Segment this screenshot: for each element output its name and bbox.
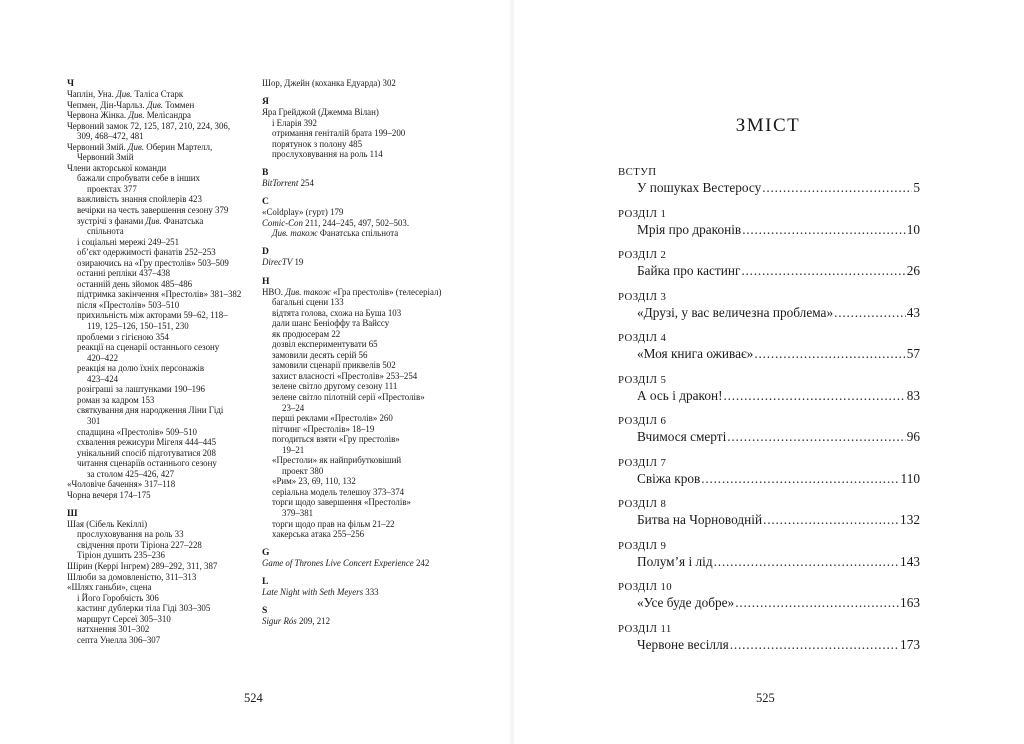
- index-entry: [67, 184, 257, 195]
- index-entry: [262, 558, 462, 569]
- toc-page-number: 57: [906, 346, 920, 361]
- toc-line: [637, 305, 920, 321]
- index-column-2: [262, 78, 462, 627]
- toc-chapter-label: РОЗДІЛ 2: [618, 249, 667, 261]
- index-entry-text: пітчинг «Престолів» 18–19: [272, 423, 375, 434]
- index-entry-text: як продюсерам 22: [272, 328, 341, 339]
- index-entry: [67, 427, 257, 438]
- index-entry-text: 19–21: [282, 444, 305, 455]
- index-entry-text: унікальний спосіб підготуватися 208: [77, 447, 216, 458]
- toc-item: [618, 498, 920, 540]
- toc-chapter-title: Полум’я і лід: [637, 553, 713, 569]
- index-entry-text: «Гра престолів» (телесеріал): [330, 286, 442, 297]
- index-entry-text: C: [262, 196, 269, 208]
- index-entry-text: натхнення 301–302: [77, 624, 150, 635]
- index-entry-text: дали шанс Беніоффу та Вайссу: [272, 318, 390, 329]
- index-entry: [67, 342, 257, 353]
- toc-chapter-title: Битва на Чорноводній: [637, 512, 763, 527]
- index-entry-text: 301: [87, 415, 101, 426]
- index-entry-text: HBO.: [262, 286, 286, 297]
- index-entry: [67, 300, 257, 311]
- toc-chapter-label: РОЗДІЛ 4: [618, 332, 667, 344]
- index-entry-text: погодиться взяти «Гру престолів»: [272, 434, 400, 445]
- toc-title: ЗМІСТ: [735, 115, 801, 136]
- toc-leader-dots: [727, 429, 905, 445]
- index-entry-text: вечірки на честь завершення сезону 379: [77, 205, 229, 216]
- index-entry: [67, 205, 257, 216]
- index-entry: [262, 78, 462, 89]
- index-entry-text: проектах 377: [87, 183, 137, 194]
- toc-line: [637, 346, 920, 362]
- index-entry-text: L: [262, 576, 269, 588]
- toc-item: [618, 291, 920, 333]
- toc-item: [618, 540, 920, 582]
- toc-page-number: 5: [913, 180, 920, 195]
- index-entry: [67, 635, 257, 646]
- index-entry: [67, 163, 257, 174]
- index-entry: [67, 173, 257, 184]
- toc-item: [618, 374, 920, 416]
- toc-page-number: 173: [900, 636, 920, 652]
- toc-line: [637, 388, 920, 404]
- index-entry: [67, 100, 257, 111]
- index-entry-text: замовили сценарії приквелів 502: [272, 360, 396, 371]
- index-entry-text: прослуховування на роль 114: [272, 149, 383, 160]
- index-entry-text: порятунок з полону 485: [272, 138, 363, 149]
- index-entry: [67, 258, 257, 269]
- index-entry-text: дозвіл експериментувати 65: [272, 339, 378, 350]
- index-entry: [67, 289, 257, 300]
- page-number-left: 524: [244, 691, 263, 705]
- toc-item: [618, 415, 920, 457]
- index-entry-text: останні репліки 437–438: [77, 268, 171, 279]
- index-entry: [67, 121, 257, 132]
- index-entry-text: Чорна вечеря 174–175: [67, 489, 151, 500]
- index-entry: [67, 279, 257, 290]
- index-entry: [262, 308, 462, 319]
- index-entry: [262, 466, 462, 477]
- toc-item: [618, 623, 920, 665]
- index-entry: [67, 529, 257, 540]
- index-entry-text: S: [262, 605, 268, 617]
- index-entry: [67, 582, 257, 593]
- toc-line: [637, 429, 920, 445]
- index-entry-italic: Див. також: [272, 228, 318, 239]
- index-entry: [262, 587, 462, 598]
- index-entry: [67, 194, 257, 205]
- index-entry: [67, 247, 257, 258]
- toc-chapter-label: РОЗДІЛ 11: [618, 622, 672, 635]
- index-entry: [262, 207, 462, 218]
- index-entry-text: 379–381: [282, 508, 314, 518]
- toc-item: [618, 457, 920, 499]
- index-entry: [262, 297, 462, 308]
- index-entry: [262, 434, 462, 445]
- index-entry-italic: Див.: [146, 99, 164, 110]
- index-entry-text: проект 380: [282, 465, 324, 476]
- toc-chapter-title: Байка про кастинг: [637, 263, 741, 278]
- index-entry-text: Фанатська: [161, 215, 204, 226]
- toc-item: [618, 332, 920, 374]
- index-letter-heading: [262, 276, 462, 287]
- toc-leader-dots: [735, 595, 899, 611]
- index-entry: [67, 321, 257, 332]
- index-entry: [262, 350, 462, 361]
- toc-item: [618, 208, 920, 250]
- toc-page-number: 43: [906, 304, 920, 320]
- index-entry-text: Оберин Мартелл,: [144, 141, 213, 152]
- index-entry-italic: Sigur Rós: [262, 616, 297, 627]
- index-entry-text: святкування дня народження Ліни Гіді: [77, 405, 224, 416]
- index-entry-text: Чаплін, Уна.: [67, 89, 117, 99]
- index-entry: [67, 268, 257, 279]
- toc-line: [637, 595, 920, 611]
- index-entry-text: кастинг дублерки тіла Гіді 303–305: [77, 603, 211, 614]
- index-entry-text: «Престоли» як найприбутковіший: [272, 455, 402, 466]
- toc-leader-dots: [762, 180, 912, 196]
- toc-chapter-title: А ось і дракон!: [637, 387, 723, 403]
- index-entry: [262, 218, 462, 229]
- index-entry: [67, 458, 257, 469]
- index-entry: [67, 614, 257, 625]
- index-entry-text: G: [262, 547, 270, 559]
- toc-line: [637, 471, 920, 487]
- toc-page-number: 10: [906, 221, 920, 237]
- index-entry-italic: DirecTV: [262, 257, 293, 268]
- toc-chapter-title: Вчимося смерті: [637, 429, 727, 444]
- index-entry-italic: Game of Thrones Live Concert Experience: [262, 558, 414, 569]
- toc-page-number: 132: [900, 512, 920, 527]
- toc-chapter-label: РОЗДІЛ 8: [618, 498, 667, 510]
- index-entry: [262, 529, 462, 540]
- index-entry-text: отримання геніталій брата 199–200: [272, 128, 406, 139]
- index-entry: [67, 572, 257, 583]
- index-entry: [67, 353, 257, 364]
- index-entry-text: розіграші за лаштунками 190–196: [77, 384, 205, 395]
- index-entry-text: Червоний замок 72, 125, 187, 210, 224, 306,: [67, 120, 231, 131]
- index-entry-text: зелене світло пілотній серії «Престолів»: [272, 391, 425, 402]
- index-entry: [67, 395, 257, 406]
- index-entry-text: спадщина «Престолів» 509–510: [77, 426, 197, 437]
- index-entry-text: Шор, Джейн (коханка Едуарда) 302: [262, 78, 396, 88]
- index-entry: [67, 469, 257, 480]
- index-entry-text: Червона Жінка.: [67, 110, 129, 121]
- index-entry-text: Томмен: [163, 99, 195, 110]
- index-entry-text: озираючись на «Гру престолів» 503–509: [77, 257, 229, 268]
- index-entry-text: маршрут Серсеї 305–310: [77, 613, 171, 624]
- index-entry: [262, 360, 462, 371]
- index-entry-text: «Coldplay» (гурт) 179: [262, 207, 344, 218]
- index-letter-heading: [262, 196, 462, 207]
- index-entry: [67, 310, 257, 321]
- index-entry: [262, 371, 462, 382]
- index-entry-text: Я: [262, 96, 269, 108]
- index-entry: [262, 497, 462, 508]
- index-entry: [67, 540, 257, 551]
- index-entry-text: Шая (Сібель Кекіллі): [67, 518, 148, 529]
- index-entry: [67, 405, 257, 416]
- index-entry-text: хакерська атака 255–256: [272, 529, 365, 540]
- index-entry-text: і соціальні мережі 249–251: [77, 236, 180, 247]
- index-entry-text: і Його Горобчість 306: [77, 592, 159, 603]
- index-entry-text: Тіріон душить 235–236: [77, 550, 165, 561]
- index-entry: [262, 508, 462, 519]
- index-entry-text: зелене світло другому сезону 111: [272, 381, 398, 392]
- index-entry-text: Чепмен, Дін-Чарльз.: [67, 99, 147, 110]
- index-entry-text: відтята голова, схожа на Буша 103: [272, 307, 402, 318]
- toc-line: [637, 222, 920, 238]
- index-entry-text: D: [262, 246, 269, 258]
- index-column-1: [67, 78, 257, 645]
- index-entry: [262, 616, 462, 627]
- index-entry: [262, 339, 462, 350]
- index-entry-text: 19: [292, 257, 304, 268]
- index-entry: [262, 128, 462, 139]
- index-entry-text: підтримка закінчення «Престолів» 381–382: [77, 289, 242, 300]
- index-entry: [67, 216, 257, 227]
- index-letter-heading: [262, 605, 462, 616]
- index-letter-heading: [262, 547, 462, 558]
- index-entry: [67, 550, 257, 561]
- index-entry-text: «Чоловіче бачення» 317–118: [67, 479, 176, 490]
- index-entry-italic: BitTorrent: [262, 178, 299, 189]
- toc-line: [637, 554, 920, 570]
- page-number-right: 525: [756, 691, 775, 705]
- index-entry-text: «Шлях ганьби», сцена: [67, 582, 152, 593]
- index-entry: [67, 226, 257, 237]
- index-entry: [67, 237, 257, 248]
- index-entry: [262, 403, 462, 414]
- toc-chapter-title: У пошуках Вестеросу: [637, 180, 762, 195]
- index-entry: [262, 424, 462, 435]
- toc-chapter-label: ВСТУП: [618, 166, 657, 178]
- index-entry-text: 420–422: [87, 352, 119, 363]
- index-entry-text: 211, 244–245, 497, 502–503.: [302, 217, 410, 228]
- index-entry-text: прихильність між акторами 59–62, 118–: [77, 310, 228, 321]
- index-entry-text: торги щодо завершення «Престолів»: [272, 497, 411, 508]
- index-entry-text: бажали спробувати себе в інших: [77, 173, 200, 184]
- index-entry-italic: Comic-Con: [262, 217, 303, 228]
- index-entry-text: Червоний Змій.: [67, 141, 128, 152]
- index-entry-text: 242: [413, 558, 430, 569]
- index-entry: [67, 363, 257, 374]
- index-entry-text: проблеми з гігієною 354: [77, 331, 169, 342]
- index-entry: [262, 476, 462, 487]
- index-entry-text: 309, 468–472, 481: [77, 131, 144, 142]
- toc-leader-dots: [741, 263, 905, 279]
- index-entry: [262, 487, 462, 498]
- index-entry-text: септа Унелла 306–307: [77, 634, 161, 645]
- toc-chapter-title: «Усе буде добре»: [637, 595, 735, 610]
- index-entry-text: схвалення режисури Мігеля 444–445: [77, 437, 217, 448]
- index-entry-text: багальні сцени 133: [272, 297, 344, 308]
- index-entry-text: 423–424: [87, 373, 119, 384]
- toc-chapter-label: РОЗДІЛ 6: [618, 415, 667, 427]
- toc-chapter-label: РОЗДІЛ 1: [618, 207, 667, 220]
- toc-chapter-title: Мрія про драконів: [637, 221, 742, 237]
- index-entry-text: Члени акторської команди: [67, 162, 167, 173]
- index-entry: [67, 437, 257, 448]
- index-entry-text: торги щодо прав на фільм 21–22: [272, 518, 395, 529]
- toc-chapter-title: «Друзі, у вас величезна проблема»: [637, 304, 834, 320]
- toc-chapter-label: РОЗДІЛ 9: [618, 539, 667, 552]
- index-entry: [67, 131, 257, 142]
- index-entry: [262, 381, 462, 392]
- index-letter-heading: [262, 576, 462, 587]
- index-entry: [262, 455, 462, 466]
- index-entry: [262, 139, 462, 150]
- toc-leader-dots: [730, 637, 899, 653]
- index-entry: [67, 603, 257, 614]
- toc-chapter-title: Свіжа кров: [637, 470, 701, 486]
- right-page: [512, 0, 1024, 744]
- index-entry-text: за столом 425–426, 427: [87, 468, 175, 479]
- toc-line: [637, 637, 920, 653]
- index-letter-heading: [262, 96, 462, 107]
- index-entry-text: Шлюби за домовленістю, 311–313: [67, 571, 197, 582]
- index-entry-text: Мелісандра: [144, 110, 191, 121]
- toc-leader-dots: [714, 554, 899, 570]
- toc-leader-dots: [701, 471, 899, 487]
- index-entry-text: Таліса Старк: [132, 89, 184, 99]
- index-entry-text: замовили десять серій 56: [272, 349, 368, 360]
- toc-leader-dots: [763, 512, 899, 528]
- index-entry-text: прослуховування на роль 33: [77, 529, 184, 540]
- index-entry: [67, 142, 257, 153]
- index-entry: [262, 118, 462, 129]
- index-entry: [67, 561, 257, 572]
- index-entry-text: Червоний Змій: [77, 152, 134, 163]
- index-entry-text: Ч: [67, 78, 75, 89]
- index-entry: [262, 107, 462, 118]
- toc-chapter-label: РОЗДІЛ 3: [618, 290, 667, 303]
- index-entry-text: свідчення проти Тіріона 227–228: [77, 539, 202, 550]
- index-entry-italic: Див.: [127, 141, 145, 152]
- toc-item: [618, 581, 920, 623]
- index-entry: [262, 318, 462, 329]
- toc-page-number: 110: [900, 470, 920, 486]
- index-entry: [67, 110, 257, 121]
- index-entry-text: 209, 212: [296, 616, 331, 627]
- toc-chapter-label: РОЗДІЛ 5: [618, 373, 667, 386]
- index-entry: [262, 329, 462, 340]
- index-entry: [262, 228, 462, 239]
- index-entry-italic: Див. також: [285, 286, 331, 297]
- toc-page-number: 143: [900, 553, 920, 569]
- toc-page-number: 163: [900, 595, 920, 610]
- index-entry: [67, 374, 257, 385]
- index-entry-text: останній день зйомок 485–486: [77, 278, 193, 289]
- index-entry-text: важливість знання спойлерів 423: [77, 194, 202, 205]
- index-entry: [262, 257, 462, 268]
- toc-leader-dots: [754, 346, 905, 362]
- index-entry-text: серіальна модель телешоу 373–374: [272, 486, 405, 497]
- toc-leader-dots: [724, 388, 906, 404]
- index-entry-text: «Рим» 23, 69, 110, 132: [272, 476, 356, 487]
- index-entry-text: захист власності «Престолів» 253–254: [272, 370, 418, 381]
- index-letter-heading: [67, 78, 257, 89]
- index-entry-text: Фанатська спільнота: [317, 228, 399, 239]
- index-entry: [67, 384, 257, 395]
- index-entry-text: реакція на долю їхніх персонажів: [77, 363, 205, 374]
- index-entry: [262, 392, 462, 403]
- toc-page-number: 96: [906, 429, 920, 444]
- index-entry-text: 333: [363, 587, 379, 598]
- toc-chapter-title: «Моя книга оживає»: [637, 346, 754, 361]
- index-entry-text: перші реклами «Престолів» 260: [272, 413, 393, 424]
- index-entry-text: і Еларія 392: [272, 117, 317, 128]
- index-letter-heading: [262, 167, 462, 178]
- toc-leader-dots: [742, 222, 906, 238]
- index-entry-text: Шірин (Керрі Інгрем) 289–292, 311, 387: [67, 561, 218, 572]
- index-entry-italic: Див.: [145, 215, 162, 226]
- index-entry-text: 254: [298, 178, 314, 189]
- index-letter-heading: [67, 508, 257, 519]
- index-entry-text: B: [262, 167, 269, 179]
- toc-chapter-label: РОЗДІЛ 7: [618, 456, 667, 469]
- index-entry-text: об’єкт одержимості фанатів 252–253: [77, 247, 216, 258]
- toc-item: [618, 166, 920, 208]
- index-entry-text: Ш: [67, 507, 78, 519]
- index-entry-italic: Див.: [116, 89, 133, 99]
- toc-chapter-label: РОЗДІЛ 10: [618, 581, 673, 593]
- index-entry: [262, 519, 462, 530]
- index-entry-text: читання сценаріїв останнього сезону: [77, 458, 217, 469]
- toc-page-number: 83: [906, 387, 920, 403]
- index-entry-text: після «Престолів» 503–510: [77, 299, 180, 310]
- index-entry-text: зустрічі з фанами: [77, 215, 146, 226]
- toc-line: [637, 263, 920, 279]
- toc-line: [637, 180, 920, 196]
- index-entry-text: Яра Грейджой (Джемма Вілан): [262, 107, 379, 118]
- index-entry-italic: Late Night with Seth Meyers: [262, 587, 364, 598]
- index-entry: [262, 445, 462, 456]
- index-letter-heading: [262, 246, 462, 257]
- index-entry-italic: Див.: [128, 110, 145, 121]
- index-entry: [67, 479, 257, 490]
- toc-line: [637, 512, 920, 528]
- index-entry-text: спільнота: [87, 226, 124, 237]
- index-entry-text: H: [262, 275, 270, 287]
- toc-page-number: 26: [906, 263, 920, 278]
- index-entry-text: 23–24: [282, 402, 305, 413]
- toc-item: [618, 249, 920, 291]
- index-entry-text: 119, 125–126, 150–151, 230: [87, 321, 189, 332]
- index-entry: [262, 178, 462, 189]
- table-of-contents: [618, 166, 920, 664]
- index-entry: [67, 593, 257, 604]
- toc-chapter-title: Червоне весілля: [637, 636, 729, 652]
- index-entry: [67, 448, 257, 459]
- index-entry: [67, 89, 257, 100]
- index-entry: [262, 287, 462, 298]
- index-entry: [67, 332, 257, 343]
- index-entry: [262, 413, 462, 424]
- index-entry: [67, 152, 257, 163]
- index-entry-text: реакції на сценарії останнього сезону: [77, 342, 220, 353]
- index-entry: [67, 519, 257, 530]
- index-entry: [67, 624, 257, 635]
- index-entry: [67, 490, 257, 501]
- index-entry: [262, 149, 462, 160]
- toc-leader-dots: [834, 305, 906, 321]
- index-entry: [67, 416, 257, 427]
- index-entry-text: роман за кадром 153: [77, 394, 155, 405]
